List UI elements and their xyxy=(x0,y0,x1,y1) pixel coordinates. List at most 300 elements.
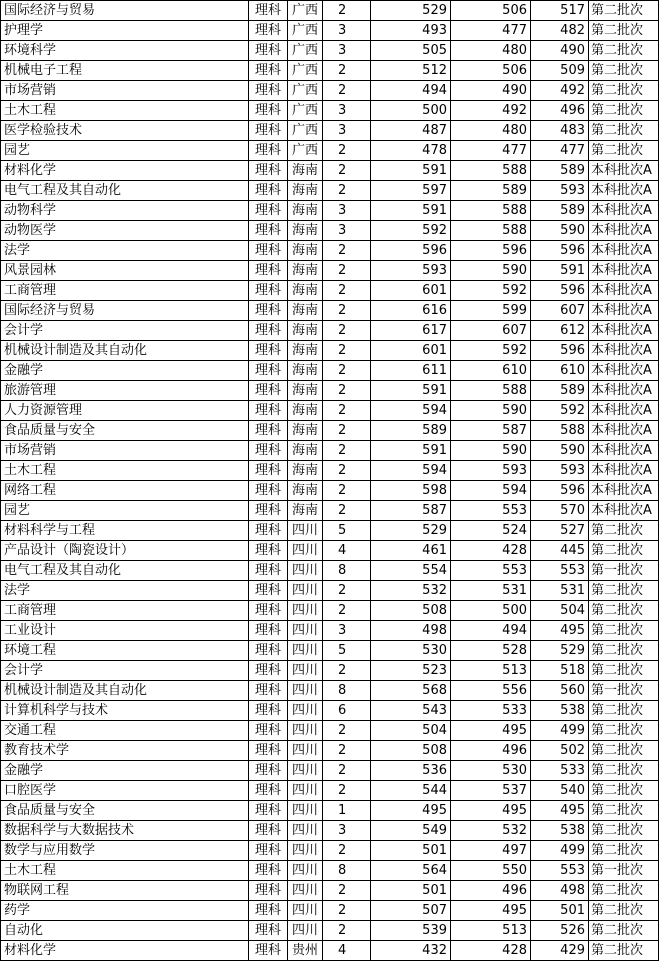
subject-cell: 理科 xyxy=(249,661,288,681)
table-body xyxy=(1,1,659,961)
average-score-cell: 607 xyxy=(531,301,589,321)
major-cell: 机械设计制造及其自动化 xyxy=(1,341,249,361)
subject-cell: 理科 xyxy=(249,881,288,901)
table-row xyxy=(1,501,659,521)
major-cell: 土木工程 xyxy=(1,461,249,481)
highest-score-cell: 592 xyxy=(371,221,451,241)
average-score-cell: 540 xyxy=(531,781,589,801)
subject-cell: 理科 xyxy=(249,621,288,641)
province-cell: 四川 xyxy=(288,761,323,781)
province-cell: 广西 xyxy=(288,21,323,41)
enrollment-count-cell: 8 xyxy=(323,681,371,701)
province-cell: 广西 xyxy=(288,81,323,101)
subject-cell: 理科 xyxy=(249,181,288,201)
subject-cell: 理科 xyxy=(249,61,288,81)
subject-cell: 理科 xyxy=(249,821,288,841)
highest-score-cell: 498 xyxy=(371,621,451,641)
batch-cell: 第二批次 xyxy=(589,781,659,801)
province-cell: 海南 xyxy=(288,161,323,181)
highest-score-cell: 461 xyxy=(371,541,451,561)
average-score-cell: 538 xyxy=(531,701,589,721)
table-row xyxy=(1,261,659,281)
average-score-cell: 612 xyxy=(531,321,589,341)
province-cell: 四川 xyxy=(288,841,323,861)
highest-score-cell: 478 xyxy=(371,141,451,161)
major-cell: 材料化学 xyxy=(1,161,249,181)
table-row xyxy=(1,161,659,181)
batch-cell: 本科批次A xyxy=(589,361,659,381)
highest-score-cell: 598 xyxy=(371,481,451,501)
average-score-cell: 527 xyxy=(531,521,589,541)
table-row xyxy=(1,301,659,321)
batch-cell: 第二批次 xyxy=(589,721,659,741)
highest-score-cell: 601 xyxy=(371,281,451,301)
province-cell: 海南 xyxy=(288,221,323,241)
major-cell: 国际经济与贸易 xyxy=(1,301,249,321)
major-cell: 土木工程 xyxy=(1,861,249,881)
average-score-cell: 610 xyxy=(531,361,589,381)
table-row xyxy=(1,181,659,201)
major-cell: 人力资源管理 xyxy=(1,401,249,421)
batch-cell: 本科批次A xyxy=(589,461,659,481)
enrollment-count-cell: 2 xyxy=(323,181,371,201)
province-cell: 广西 xyxy=(288,61,323,81)
highest-score-cell: 530 xyxy=(371,641,451,661)
major-cell: 食品质量与安全 xyxy=(1,421,249,441)
lowest-score-cell: 553 xyxy=(451,561,531,581)
subject-cell: 理科 xyxy=(249,701,288,721)
table-row xyxy=(1,421,659,441)
major-cell: 材料化学 xyxy=(1,941,249,961)
table-row xyxy=(1,581,659,601)
major-cell: 动物科学 xyxy=(1,201,249,221)
subject-cell: 理科 xyxy=(249,801,288,821)
average-score-cell: 560 xyxy=(531,681,589,701)
province-cell: 四川 xyxy=(288,701,323,721)
highest-score-cell: 501 xyxy=(371,881,451,901)
enrollment-count-cell: 8 xyxy=(323,861,371,881)
lowest-score-cell: 500 xyxy=(451,601,531,621)
average-score-cell: 495 xyxy=(531,621,589,641)
subject-cell: 理科 xyxy=(249,221,288,241)
table-row xyxy=(1,81,659,101)
table-row xyxy=(1,361,659,381)
enrollment-count-cell: 2 xyxy=(323,441,371,461)
subject-cell: 理科 xyxy=(249,101,288,121)
major-cell: 自动化 xyxy=(1,921,249,941)
lowest-score-cell: 530 xyxy=(451,761,531,781)
province-cell: 海南 xyxy=(288,441,323,461)
average-score-cell: 591 xyxy=(531,261,589,281)
batch-cell: 本科批次A xyxy=(589,201,659,221)
highest-score-cell: 617 xyxy=(371,321,451,341)
highest-score-cell: 500 xyxy=(371,101,451,121)
lowest-score-cell: 592 xyxy=(451,341,531,361)
highest-score-cell: 532 xyxy=(371,581,451,601)
enrollment-count-cell: 2 xyxy=(323,761,371,781)
batch-cell: 第二批次 xyxy=(589,581,659,601)
major-cell: 园艺 xyxy=(1,501,249,521)
subject-cell: 理科 xyxy=(249,401,288,421)
batch-cell: 第二批次 xyxy=(589,121,659,141)
province-cell: 四川 xyxy=(288,781,323,801)
highest-score-cell: 487 xyxy=(371,121,451,141)
subject-cell: 理科 xyxy=(249,901,288,921)
highest-score-cell: 589 xyxy=(371,421,451,441)
lowest-score-cell: 480 xyxy=(451,41,531,61)
province-cell: 四川 xyxy=(288,521,323,541)
province-cell: 海南 xyxy=(288,501,323,521)
subject-cell: 理科 xyxy=(249,461,288,481)
major-cell: 电气工程及其自动化 xyxy=(1,561,249,581)
subject-cell: 理科 xyxy=(249,601,288,621)
subject-cell: 理科 xyxy=(249,921,288,941)
major-cell: 会计学 xyxy=(1,321,249,341)
province-cell: 广西 xyxy=(288,101,323,121)
enrollment-count-cell: 2 xyxy=(323,161,371,181)
subject-cell: 理科 xyxy=(249,381,288,401)
subject-cell: 理科 xyxy=(249,201,288,221)
table-row xyxy=(1,101,659,121)
lowest-score-cell: 589 xyxy=(451,181,531,201)
enrollment-count-cell: 2 xyxy=(323,321,371,341)
highest-score-cell: 587 xyxy=(371,501,451,521)
table-row xyxy=(1,541,659,561)
average-score-cell: 482 xyxy=(531,21,589,41)
average-score-cell: 588 xyxy=(531,421,589,441)
batch-cell: 第二批次 xyxy=(589,621,659,641)
enrollment-count-cell: 2 xyxy=(323,501,371,521)
enrollment-count-cell: 2 xyxy=(323,281,371,301)
highest-score-cell: 508 xyxy=(371,601,451,621)
highest-score-cell: 539 xyxy=(371,921,451,941)
major-cell: 会计学 xyxy=(1,661,249,681)
lowest-score-cell: 592 xyxy=(451,281,531,301)
enrollment-count-cell: 4 xyxy=(323,541,371,561)
subject-cell: 理科 xyxy=(249,741,288,761)
lowest-score-cell: 477 xyxy=(451,21,531,41)
province-cell: 海南 xyxy=(288,281,323,301)
province-cell: 四川 xyxy=(288,641,323,661)
average-score-cell: 533 xyxy=(531,761,589,781)
province-cell: 四川 xyxy=(288,881,323,901)
table-row xyxy=(1,241,659,261)
highest-score-cell: 523 xyxy=(371,661,451,681)
average-score-cell: 590 xyxy=(531,221,589,241)
average-score-cell: 492 xyxy=(531,81,589,101)
batch-cell: 本科批次A xyxy=(589,181,659,201)
enrollment-count-cell: 2 xyxy=(323,781,371,801)
major-cell: 机械设计制造及其自动化 xyxy=(1,681,249,701)
province-cell: 四川 xyxy=(288,741,323,761)
lowest-score-cell: 587 xyxy=(451,421,531,441)
table-row xyxy=(1,141,659,161)
average-score-cell: 589 xyxy=(531,381,589,401)
lowest-score-cell: 590 xyxy=(451,401,531,421)
enrollment-count-cell: 3 xyxy=(323,21,371,41)
major-cell: 工商管理 xyxy=(1,601,249,621)
highest-score-cell: 591 xyxy=(371,161,451,181)
major-cell: 数学与应用数学 xyxy=(1,841,249,861)
province-cell: 四川 xyxy=(288,901,323,921)
major-cell: 食品质量与安全 xyxy=(1,801,249,821)
enrollment-count-cell: 2 xyxy=(323,81,371,101)
lowest-score-cell: 513 xyxy=(451,661,531,681)
subject-cell: 理科 xyxy=(249,341,288,361)
lowest-score-cell: 588 xyxy=(451,161,531,181)
enrollment-count-cell: 5 xyxy=(323,521,371,541)
average-score-cell: 504 xyxy=(531,601,589,621)
major-cell: 工业设计 xyxy=(1,621,249,641)
batch-cell: 本科批次A xyxy=(589,241,659,261)
lowest-score-cell: 594 xyxy=(451,481,531,501)
average-score-cell: 483 xyxy=(531,121,589,141)
batch-cell: 本科批次A xyxy=(589,301,659,321)
enrollment-count-cell: 6 xyxy=(323,701,371,721)
enrollment-count-cell: 3 xyxy=(323,821,371,841)
batch-cell: 第二批次 xyxy=(589,541,659,561)
subject-cell: 理科 xyxy=(249,261,288,281)
province-cell: 四川 xyxy=(288,621,323,641)
table-row xyxy=(1,41,659,61)
lowest-score-cell: 428 xyxy=(451,541,531,561)
highest-score-cell: 568 xyxy=(371,681,451,701)
average-score-cell: 593 xyxy=(531,461,589,481)
lowest-score-cell: 495 xyxy=(451,901,531,921)
major-cell: 市场营销 xyxy=(1,441,249,461)
average-score-cell: 531 xyxy=(531,581,589,601)
province-cell: 四川 xyxy=(288,681,323,701)
batch-cell: 第二批次 xyxy=(589,701,659,721)
lowest-score-cell: 494 xyxy=(451,621,531,641)
average-score-cell: 553 xyxy=(531,861,589,881)
enrollment-count-cell: 2 xyxy=(323,661,371,681)
average-score-cell: 570 xyxy=(531,501,589,521)
batch-cell: 第二批次 xyxy=(589,761,659,781)
subject-cell: 理科 xyxy=(249,301,288,321)
enrollment-count-cell: 3 xyxy=(323,621,371,641)
average-score-cell: 538 xyxy=(531,821,589,841)
average-score-cell: 501 xyxy=(531,901,589,921)
average-score-cell: 499 xyxy=(531,841,589,861)
province-cell: 四川 xyxy=(288,561,323,581)
average-score-cell: 529 xyxy=(531,641,589,661)
enrollment-count-cell: 2 xyxy=(323,601,371,621)
highest-score-cell: 554 xyxy=(371,561,451,581)
table-row xyxy=(1,21,659,41)
lowest-score-cell: 506 xyxy=(451,1,531,21)
subject-cell: 理科 xyxy=(249,141,288,161)
lowest-score-cell: 590 xyxy=(451,261,531,281)
enrollment-count-cell: 2 xyxy=(323,901,371,921)
highest-score-cell: 616 xyxy=(371,301,451,321)
lowest-score-cell: 496 xyxy=(451,741,531,761)
table-row xyxy=(1,901,659,921)
batch-cell: 本科批次A xyxy=(589,501,659,521)
table-row xyxy=(1,661,659,681)
lowest-score-cell: 588 xyxy=(451,381,531,401)
subject-cell: 理科 xyxy=(249,121,288,141)
province-cell: 四川 xyxy=(288,801,323,821)
average-score-cell: 477 xyxy=(531,141,589,161)
batch-cell: 本科批次A xyxy=(589,401,659,421)
province-cell: 四川 xyxy=(288,821,323,841)
province-cell: 四川 xyxy=(288,861,323,881)
batch-cell: 第二批次 xyxy=(589,101,659,121)
batch-cell: 第二批次 xyxy=(589,61,659,81)
lowest-score-cell: 596 xyxy=(451,241,531,261)
major-cell: 网络工程 xyxy=(1,481,249,501)
highest-score-cell: 501 xyxy=(371,841,451,861)
table-row xyxy=(1,741,659,761)
lowest-score-cell: 599 xyxy=(451,301,531,321)
table-row xyxy=(1,701,659,721)
batch-cell: 第二批次 xyxy=(589,821,659,841)
province-cell: 四川 xyxy=(288,921,323,941)
subject-cell: 理科 xyxy=(249,761,288,781)
table-row xyxy=(1,321,659,341)
average-score-cell: 589 xyxy=(531,201,589,221)
province-cell: 贵州 xyxy=(288,941,323,961)
table-row xyxy=(1,221,659,241)
lowest-score-cell: 556 xyxy=(451,681,531,701)
lowest-score-cell: 477 xyxy=(451,141,531,161)
major-cell: 法学 xyxy=(1,581,249,601)
lowest-score-cell: 528 xyxy=(451,641,531,661)
subject-cell: 理科 xyxy=(249,541,288,561)
lowest-score-cell: 590 xyxy=(451,441,531,461)
subject-cell: 理科 xyxy=(249,561,288,581)
average-score-cell: 509 xyxy=(531,61,589,81)
average-score-cell: 496 xyxy=(531,101,589,121)
highest-score-cell: 512 xyxy=(371,61,451,81)
enrollment-count-cell: 3 xyxy=(323,41,371,61)
table-row xyxy=(1,861,659,881)
enrollment-count-cell: 2 xyxy=(323,141,371,161)
province-cell: 海南 xyxy=(288,261,323,281)
enrollment-count-cell: 2 xyxy=(323,1,371,21)
lowest-score-cell: 497 xyxy=(451,841,531,861)
enrollment-count-cell: 2 xyxy=(323,461,371,481)
subject-cell: 理科 xyxy=(249,1,288,21)
subject-cell: 理科 xyxy=(249,861,288,881)
lowest-score-cell: 607 xyxy=(451,321,531,341)
subject-cell: 理科 xyxy=(249,21,288,41)
average-score-cell: 502 xyxy=(531,741,589,761)
highest-score-cell: 432 xyxy=(371,941,451,961)
major-cell: 法学 xyxy=(1,241,249,261)
province-cell: 海南 xyxy=(288,201,323,221)
average-score-cell: 589 xyxy=(531,161,589,181)
lowest-score-cell: 524 xyxy=(451,521,531,541)
lowest-score-cell: 610 xyxy=(451,361,531,381)
batch-cell: 第一批次 xyxy=(589,561,659,581)
average-score-cell: 553 xyxy=(531,561,589,581)
lowest-score-cell: 532 xyxy=(451,821,531,841)
batch-cell: 第二批次 xyxy=(589,141,659,161)
table-row xyxy=(1,781,659,801)
batch-cell: 本科批次A xyxy=(589,341,659,361)
major-cell: 机械电子工程 xyxy=(1,61,249,81)
table-row xyxy=(1,601,659,621)
highest-score-cell: 493 xyxy=(371,21,451,41)
highest-score-cell: 594 xyxy=(371,401,451,421)
enrollment-count-cell: 1 xyxy=(323,801,371,821)
table-row xyxy=(1,941,659,961)
province-cell: 海南 xyxy=(288,321,323,341)
batch-cell: 本科批次A xyxy=(589,481,659,501)
highest-score-cell: 597 xyxy=(371,181,451,201)
lowest-score-cell: 492 xyxy=(451,101,531,121)
lowest-score-cell: 496 xyxy=(451,881,531,901)
major-cell: 金融学 xyxy=(1,361,249,381)
average-score-cell: 526 xyxy=(531,921,589,941)
province-cell: 海南 xyxy=(288,301,323,321)
table-row xyxy=(1,841,659,861)
major-cell: 工商管理 xyxy=(1,281,249,301)
enrollment-count-cell: 2 xyxy=(323,721,371,741)
highest-score-cell: 591 xyxy=(371,441,451,461)
average-score-cell: 498 xyxy=(531,881,589,901)
highest-score-cell: 596 xyxy=(371,241,451,261)
enrollment-count-cell: 3 xyxy=(323,201,371,221)
highest-score-cell: 508 xyxy=(371,741,451,761)
average-score-cell: 593 xyxy=(531,181,589,201)
enrollment-count-cell: 2 xyxy=(323,361,371,381)
province-cell: 广西 xyxy=(288,41,323,61)
highest-score-cell: 495 xyxy=(371,801,451,821)
lowest-score-cell: 490 xyxy=(451,81,531,101)
enrollment-count-cell: 3 xyxy=(323,121,371,141)
table-row xyxy=(1,401,659,421)
enrollment-count-cell: 2 xyxy=(323,841,371,861)
batch-cell: 本科批次A xyxy=(589,261,659,281)
enrollment-count-cell: 2 xyxy=(323,241,371,261)
average-score-cell: 518 xyxy=(531,661,589,681)
major-cell: 口腔医学 xyxy=(1,781,249,801)
highest-score-cell: 529 xyxy=(371,521,451,541)
lowest-score-cell: 553 xyxy=(451,501,531,521)
batch-cell: 第二批次 xyxy=(589,1,659,21)
province-cell: 广西 xyxy=(288,121,323,141)
lowest-score-cell: 588 xyxy=(451,201,531,221)
province-cell: 四川 xyxy=(288,541,323,561)
subject-cell: 理科 xyxy=(249,521,288,541)
major-cell: 金融学 xyxy=(1,761,249,781)
batch-cell: 第二批次 xyxy=(589,801,659,821)
province-cell: 海南 xyxy=(288,381,323,401)
lowest-score-cell: 531 xyxy=(451,581,531,601)
batch-cell: 第二批次 xyxy=(589,921,659,941)
subject-cell: 理科 xyxy=(249,581,288,601)
enrollment-count-cell: 2 xyxy=(323,921,371,941)
average-score-cell: 596 xyxy=(531,481,589,501)
table-row xyxy=(1,441,659,461)
lowest-score-cell: 588 xyxy=(451,221,531,241)
highest-score-cell: 593 xyxy=(371,261,451,281)
average-score-cell: 592 xyxy=(531,401,589,421)
table-row xyxy=(1,201,659,221)
province-cell: 海南 xyxy=(288,341,323,361)
table-row xyxy=(1,621,659,641)
batch-cell: 第二批次 xyxy=(589,941,659,961)
table-row xyxy=(1,1,659,21)
enrollment-count-cell: 2 xyxy=(323,381,371,401)
enrollment-count-cell: 2 xyxy=(323,261,371,281)
major-cell: 药学 xyxy=(1,901,249,921)
batch-cell: 本科批次A xyxy=(589,381,659,401)
average-score-cell: 596 xyxy=(531,241,589,261)
